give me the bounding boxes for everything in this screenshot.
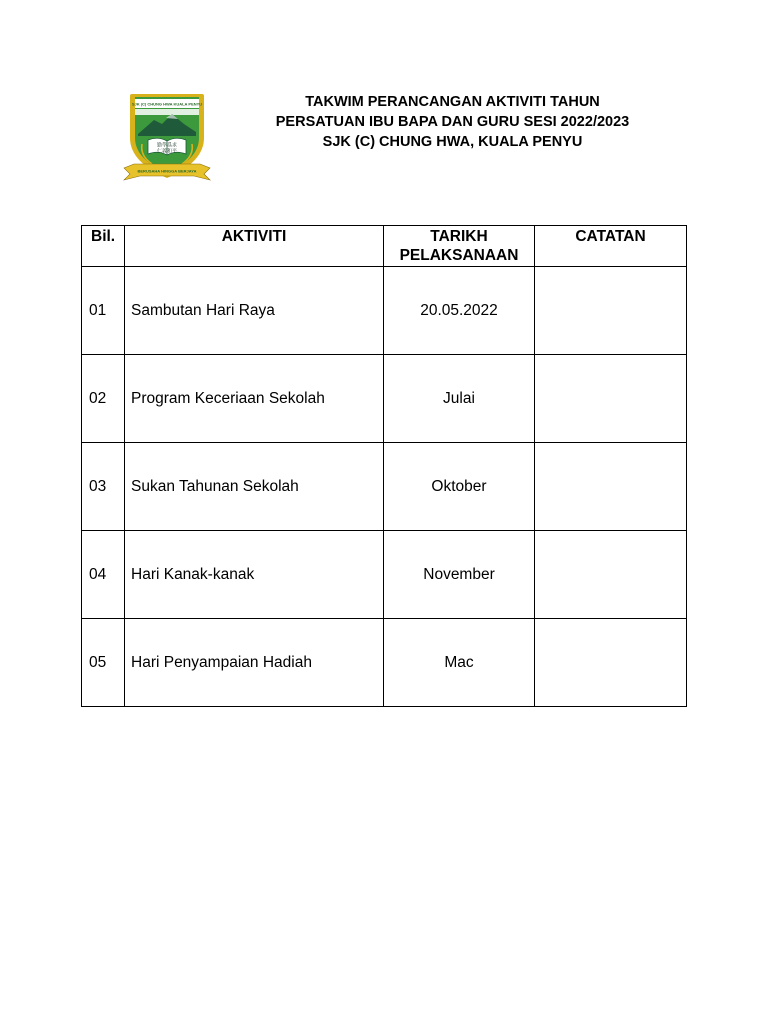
row-aktiviti: Sukan Tahunan Sekolah xyxy=(125,443,384,531)
document-heading xyxy=(240,92,665,152)
crest-chinese-line-2: 仁義和平 xyxy=(156,148,178,155)
table-row xyxy=(82,355,687,443)
header-bil: Bil. xyxy=(82,226,125,267)
heading-line-1: TAKWIM PERANCANGAN AKTIVITI TAHUN xyxy=(305,94,600,110)
row-bil: 03 xyxy=(82,443,125,531)
row-tarikh: 20.05.2022 xyxy=(384,267,535,355)
row-catatan xyxy=(535,531,687,619)
row-bil: 02 xyxy=(82,355,125,443)
table-row xyxy=(82,531,687,619)
school-crest-icon xyxy=(122,88,212,184)
header-aktiviti: AKTIVITI xyxy=(125,226,384,267)
row-tarikh: Julai xyxy=(384,355,535,443)
row-bil: 04 xyxy=(82,531,125,619)
crest-banner-text: BERUSAHA HINGGA BERJAYA xyxy=(137,168,197,174)
table-row xyxy=(82,443,687,531)
header-tarikh-line-2: PELAKSANAAN xyxy=(399,247,519,264)
row-catatan xyxy=(535,355,687,443)
row-aktiviti: Sambutan Hari Raya xyxy=(125,267,384,355)
table-row xyxy=(82,267,687,355)
activities-table xyxy=(81,225,687,707)
heading-line-2: PERSATUAN IBU BAPA DAN GURU SESI 2022/2023 xyxy=(275,114,630,130)
crest-chinese-line-1: 勤學爲求 xyxy=(156,142,178,149)
header-tarikh xyxy=(384,226,535,267)
row-aktiviti: Program Keceriaan Sekolah xyxy=(125,355,384,443)
row-tarikh: Mac xyxy=(384,619,535,707)
row-aktiviti: Hari Kanak-kanak xyxy=(125,531,384,619)
row-bil: 01 xyxy=(82,267,125,355)
row-bil: 05 xyxy=(82,619,125,707)
crest-top-text: SJK (C) CHUNG HWA KUALA PENYU xyxy=(131,101,203,107)
header-tarikh-line-1: TARIKH xyxy=(430,228,488,245)
row-tarikh: Oktober xyxy=(384,443,535,531)
row-tarikh: November xyxy=(384,531,535,619)
table-row xyxy=(82,619,687,707)
row-aktiviti: Hari Penyampaian Hadiah xyxy=(125,619,384,707)
row-catatan xyxy=(535,443,687,531)
heading-line-3: SJK (C) CHUNG HWA, KUALA PENYU xyxy=(322,134,583,150)
header-catatan: CATATAN xyxy=(535,226,687,267)
crest-second-band xyxy=(135,109,199,115)
row-catatan xyxy=(535,619,687,707)
table-header-row xyxy=(82,226,687,267)
row-catatan xyxy=(535,267,687,355)
